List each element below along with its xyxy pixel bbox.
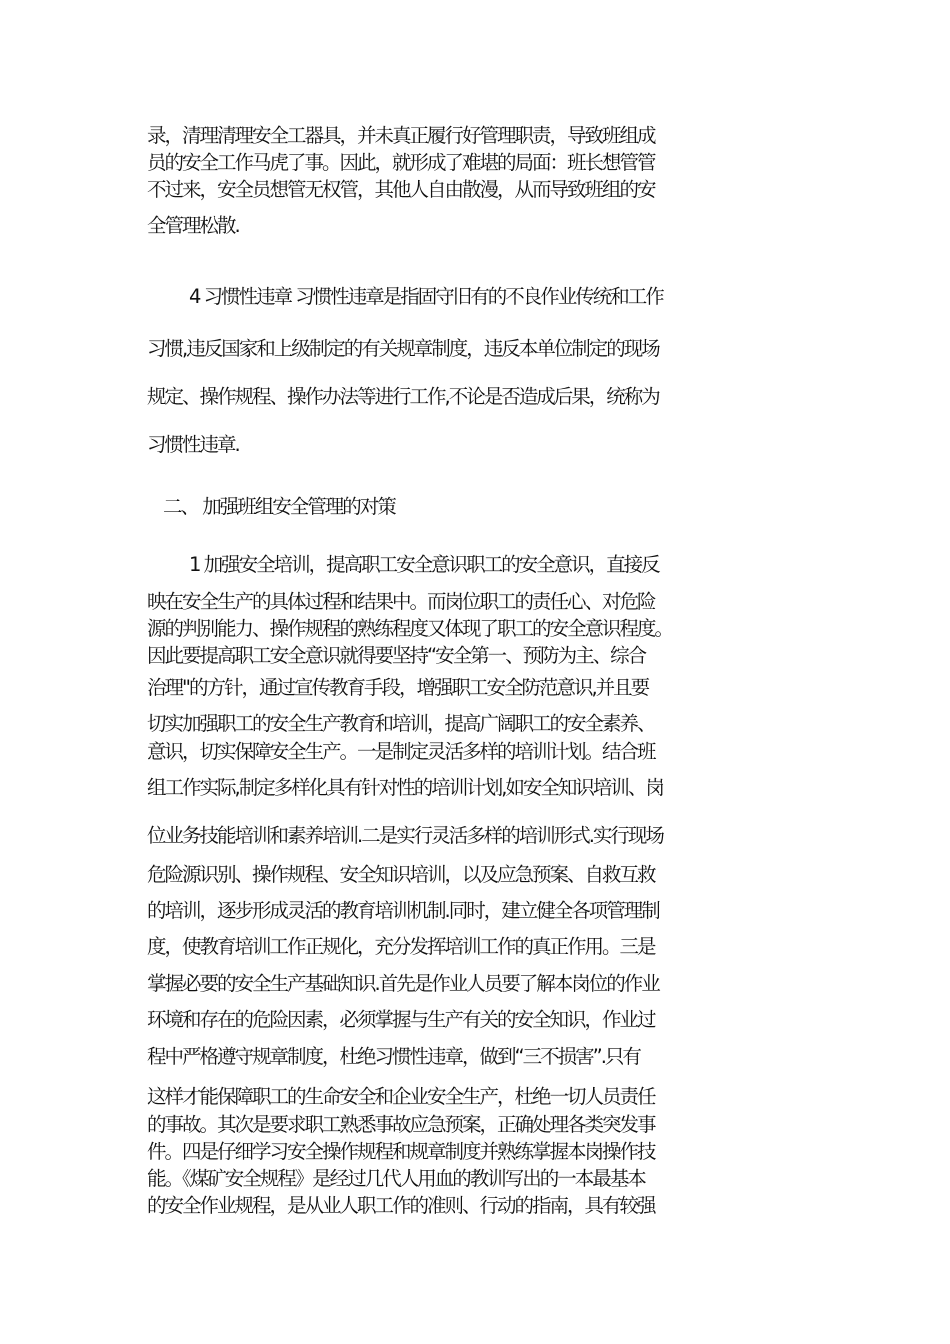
paragraph-line: 习惯,违反国家和上级制定的有关规章制度，违反本单位制定的现场 (147, 337, 659, 360)
paragraph-line: 能。《煤矿安全规程》是经过几代人用血的教训写出的一本最基本 (147, 1167, 645, 1190)
paragraph-line: 治理"的方针，通过宣传教育手段，增强职工安全防范意识,并且要 (147, 676, 649, 699)
paragraph-line: 源的判别能力、操作规程的熟练程度又体现了职工的安全意识程度。 (147, 617, 673, 640)
paragraph-line: 因此要提高职工安全意识就得要坚持“安全第一、预防为主、综合 (147, 644, 646, 667)
paragraph-line: 意识，切实保障安全生产。一是制定灵活多样的培训计划。结合班 (147, 740, 655, 763)
paragraph-line: 掌握必要的安全生产基础知识.首先是作业人员要了解本岗位的作业 (147, 972, 659, 995)
paragraph-line: 件。四是仔细学习安全操作规程和规章制度并熟练掌握本岗操作技 (147, 1140, 655, 1163)
paragraph-line: 不过来，安全员想管无权管，其他人自由散漫，从而导致班组的安 (147, 178, 655, 201)
paragraph-line: 录，清理清理安全工器具，并未真正履行好管理职责，导致班组成 (147, 124, 655, 147)
paragraph-line: 4 习惯性违章 习惯性违章是指固守旧有的不良作业传统和工作 (189, 285, 663, 308)
paragraph-line: 环境和存在的危险因素，必须掌握与生产有关的安全知识，作业过 (147, 1008, 655, 1031)
paragraph-line: 度，使教育培训工作正规化，充分发挥培训工作的真正作用。三是 (147, 935, 655, 958)
paragraph-line: 全管理松散. (147, 214, 239, 237)
paragraph-line: 这样才能保障职工的生命安全和企业安全生产，杜绝一切人员责任 (147, 1085, 655, 1108)
paragraph-line: 的事故。其次是要求职工熟悉事故应急预案，正确处理各类突发事 (147, 1113, 655, 1136)
paragraph-line: 1 加强安全培训，提高职工安全意识职工的安全意识，直接反 (189, 553, 659, 576)
paragraph-line: 位业务技能培训和素养培训.二是实行灵活多样的培训形式.实行现场 (147, 824, 663, 847)
paragraph-line: 习惯性违章. (147, 433, 239, 456)
paragraph-line: 组工作实际,制定多样化具有针对性的培训计划,如安全知识培训、岗 (147, 776, 663, 799)
paragraph-line: 映在安全生产的具体过程和结果中。而岗位职工的责任心、对危险 (147, 590, 655, 613)
paragraph-line: 规定、操作规程、操作办法等进行工作,不论是否造成后果，统称为 (147, 385, 659, 408)
paragraph-line: 的安全作业规程，是从业人职工作的准则、行动的指南，具有较强 (147, 1194, 655, 1217)
section-heading: 二、 加强班组安全管理的对策 (163, 495, 395, 518)
paragraph-line: 的培训，逐步形成灵活的教育培训机制.同时，建立健全各项管理制 (147, 899, 659, 922)
paragraph-line: 程中严格遵守规章制度，杜绝习惯性违章，做到“三不损害”.只有 (147, 1045, 640, 1068)
paragraph-line: 员的安全工作马虎了事。因此，就形成了难堪的局面：班长想管管 (147, 151, 655, 174)
paragraph-line: 切实加强职工的安全生产教育和培训，提高广阔职工的安全素养、 (147, 712, 655, 735)
paragraph-line: 危险源识别、操作规程、安全知识培训，以及应急预案、自救互救 (147, 863, 655, 886)
